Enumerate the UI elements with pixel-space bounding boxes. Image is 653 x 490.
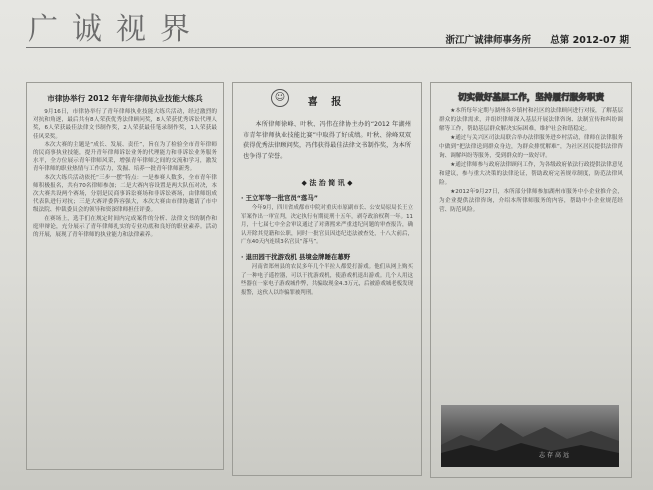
paragraph: 本次大练兵活动依托“三步一摆”特点：一是参赛人数多，全市青年律师积极报名，共有70名律师参加；二是大赛内容设置是两大队伍对决，本次大赛共设两个赛场，分别是民商事诉讼赛场和非诉讼赛场，由律师组成代表队进行对抗；三是大赛评委阵容强大，本次大赛由市律协邀请了市中级法院、仲裁委员会的领导和资深律师担任评委。 <box>33 174 217 214</box>
publisher-name: 浙江广诚律师事务所 <box>445 35 531 46</box>
news-heading: · 王立军等一批官员“落马” <box>241 194 318 202</box>
left-article-body <box>27 108 223 239</box>
mountain-photo <box>441 405 619 467</box>
paragraph: 9月16日，市律协举行了青年律师执业技能大练兵活动，经过激烈的对抗和角逐，最后共有8人荣获优秀法律顾问奖，8人荣获优秀诉讼代理人奖，6人荣获最佳法律文书制作奖，2人荣获最佳笔录制作奖，1人荣获最佳风采奖。 <box>33 109 217 140</box>
paragraph: ★2012年9月27日，本所部分律师参加湖州市服务中小企业推介会，为企业提供法律咨询，介绍本所律师服务的内容，帮助中小企业规范经营、防范风险。 <box>439 189 623 213</box>
left-article-title: 市律协举行 2012 年青年律师执业技能大练兵 <box>47 94 203 103</box>
news-body <box>233 263 421 297</box>
legal-news-title: ◆ 法 治 简 讯 ◆ <box>301 179 353 187</box>
paragraph: 在赛场上，选手们在规定时间内完成案件的分析、法律文书的制作和庭审辩论，充分展示了青年律师扎实的专业功底和良好的职业素养。活动的开展，展现了青年律师的执业能力和法律素养。 <box>33 215 217 239</box>
congrats-paragraph: 本所律师徐峰、叶秋、冯伟在律协主办的“2012 年湖州市青年律师执业技能比赛”中取得了好成绩。叶秋、徐峰双双获得优秀法律顾问奖，冯伟获得最佳法律文书制作奖，为本所也争得了荣誉。 <box>243 121 411 160</box>
middle-column <box>232 82 422 476</box>
masthead-title: 广诚视界 <box>28 12 204 47</box>
right-article-title: 切实做好基层工作，坚持履行服务职责 <box>457 93 605 103</box>
congrats-body <box>233 108 421 162</box>
right-article <box>430 82 632 478</box>
news-text: 今年9月，四川省成都市中院对重庆市原副市长、公安局原局长王立军案作出一审宣判，决定执行有期徒刑十五年，剥夺政治权利一年。11月，十七届七中全会审议通过了对薄熙来严重违纪问题的审查报告，确认开除其党籍和公职，同时一批官员因违纪违法被查处，十八大前后，广东40天内连续3名官员“落马”。 <box>241 205 413 246</box>
news-text: 河南省郑州县的农民多年几个半拉人都爱打游戏。他们从网上购买了一种电子遥控器，可以干扰游戏机，使游戏机退出游戏。几个人用这些器在一家电子游戏城作弊，共骗取现金4.3万元，后被游戏城老板发现报警，这伙人以诈骗罪被判刑。 <box>241 263 413 296</box>
news-heading: · 退田园干扰游戏机 县境金牌睡在幕野 <box>241 252 351 261</box>
paragraph: ★本所每年定期与湖州各乡镇村和社区的法律顾问进行对接，了解基层群众的法律需求，并组织律师深入基层开展法律咨询、法制宣传和纠纷调解等工作，帮助基层群众解决实际困难，维护社会和谐稳定。 <box>439 108 624 132</box>
paragraph: 本次大赛的主题是“成长、发展、责任”，旨在为了检验全市青年律师的民商事执业技能，提升青年律师诉讼业务的代理能力和非诉讼业务服务水平，全方位展示青年律师风采，增强青年律师之间的交流和学习，激发青年律师的职业热情与工作活力，发掘、培养一批青年律师新秀。 <box>33 141 217 173</box>
smiley-icon: ☺ <box>271 89 289 107</box>
congrats-badge: 喜 报 <box>307 97 347 108</box>
news-body <box>233 204 421 247</box>
right-article-body <box>431 107 631 215</box>
masthead-rule <box>26 47 631 48</box>
left-article <box>26 82 224 470</box>
paragraph: ★通过与关兴区司法局联合举办法律服务进乡村活动，律师在法律服务中做到“把法律送到群众身边，为群众排忧解难”，为社区居民提供法律咨询、调解纠纷等服务，受到群众的一致好评。 <box>439 135 624 159</box>
mountain-silhouette <box>441 405 619 467</box>
issue-number: 总第 2012-07 期 <box>550 35 629 46</box>
paragraph: ★通过律师参与政府法律顾问工作，为各级政府依法行政提供法律意见和建议，参与重大决策的法律论证，帮助政府完善规章制度，防范法律风险。 <box>439 162 624 186</box>
photo-caption: 志存高远 <box>538 452 571 459</box>
masthead-info <box>429 32 629 46</box>
